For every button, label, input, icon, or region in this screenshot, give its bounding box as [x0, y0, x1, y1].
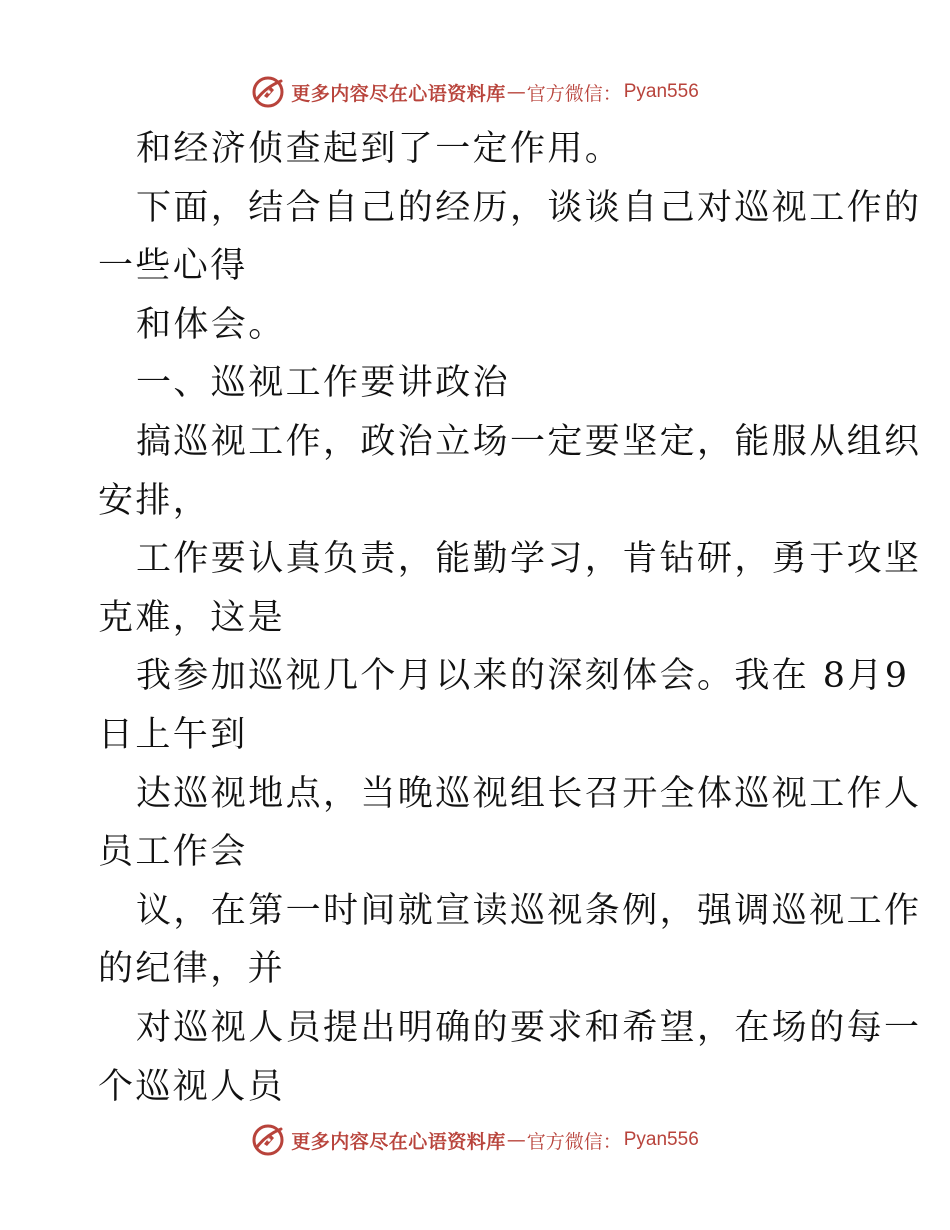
- pen-nib-logo-icon: [251, 75, 285, 109]
- body-line: 对巡视人员提出明确的要求和希望，在场的每一: [136, 1007, 922, 1048]
- banner-official-label: 官方微信：: [526, 82, 622, 105]
- banner-promo-text: 更多内容尽在心语资料库: [291, 1130, 506, 1153]
- body-line: 我参加巡视几个月以来的深刻体会。我在 8月9: [136, 656, 910, 697]
- banner-wechat-id: Pyan556: [623, 1129, 699, 1150]
- body-line: 克难，这是: [98, 597, 286, 638]
- body-line: 下面，结合自己的经历，谈谈自己对巡视工作的: [136, 187, 922, 228]
- banner-dash: —: [506, 81, 526, 103]
- pen-nib-logo-icon: [251, 1123, 285, 1157]
- body-line: 议，在第一时间就宣读巡视条例，强调巡视工作: [136, 890, 922, 931]
- body-line: 和经济侦查起到了一定作用。: [136, 129, 623, 169]
- banner-promo-text: 更多内容尽在心语资料库: [291, 82, 506, 105]
- body-line: 一些心得: [98, 246, 248, 287]
- footer-banner: [0, 1120, 950, 1160]
- banner-dash: —: [506, 1129, 526, 1151]
- body-line: 员工作会: [98, 832, 248, 873]
- banner-wechat-id: Pyan556: [623, 81, 699, 102]
- document-body: [98, 120, 922, 1116]
- body-line: 和体会。: [136, 304, 286, 345]
- body-line: 工作要认真负责，能勤学习，肯钻研，勇于攻坚: [136, 539, 922, 580]
- body-line: 个巡视人员: [98, 1066, 286, 1107]
- body-line: 搞巡视工作，政治立场一定要坚定，能服从组织: [136, 421, 922, 462]
- body-line: 的纪律，并: [98, 949, 286, 990]
- body-line: 日上午到: [98, 714, 248, 755]
- body-line: 安排，: [98, 480, 211, 521]
- body-line: 达巡视地点，当晚巡视组长召开全体巡视工作人: [136, 773, 922, 814]
- section-heading: 一、巡视工作要讲政治: [136, 363, 511, 404]
- banner-official-label: 官方微信：: [526, 1130, 622, 1153]
- header-banner: [0, 72, 950, 112]
